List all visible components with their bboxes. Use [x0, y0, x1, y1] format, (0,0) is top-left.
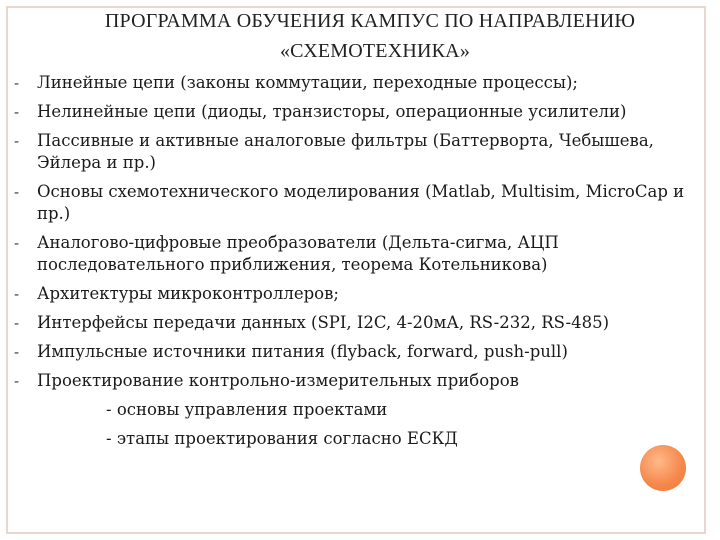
slide-title: [0, 6, 720, 66]
list-item: [0, 232, 720, 276]
bullet-dash: -: [14, 132, 20, 150]
list-item-text: Проектирование контрольно-измерительных приборов: [37, 371, 519, 390]
list-item: [0, 181, 720, 225]
list-item: [0, 283, 720, 305]
list-item: [0, 101, 720, 123]
sub-item: - этапы проектирования согласно ЕСКД: [106, 429, 458, 448]
bullet-dash: -: [14, 285, 20, 303]
list-item-text: Линейные цепи (законы коммутации, переходные процессы);: [37, 73, 578, 92]
sub-item: - основы управления проектами: [106, 400, 388, 419]
list-item-text: Аналогово-цифровые преобразователи (Дельта-сигма, АЦП последовательного приближения, теорема Котельникова): [37, 233, 559, 274]
decorative-circle: [640, 445, 686, 491]
title-line-1: ПРОГРАММА ОБУЧЕНИЯ КАМПУС ПО НАПРАВЛЕНИЮ: [104, 10, 636, 32]
bullet-dash: -: [14, 372, 20, 390]
list-item-text: Пассивные и активные аналоговые фильтры (Баттерворта, Чебышева, Эйлера и пр.): [37, 131, 654, 172]
list-item: [0, 72, 720, 94]
list-item-text: Нелинейные цепи (диоды, транзисторы, операционные усилители): [37, 102, 627, 121]
list-item: [0, 370, 720, 392]
list-item-text: Импульсные источники питания (flyback, forward, push-pull): [37, 342, 568, 361]
bullet-dash: -: [14, 234, 20, 252]
title-line-2: «СХЕМОТЕХНИКА»: [279, 40, 471, 62]
bullet-dash: -: [14, 343, 20, 361]
bullet-dash: -: [14, 183, 20, 201]
list-item-text: Основы схемотехнического моделирования (Matlab, Multisim, MicroCap и пр.): [37, 182, 685, 223]
list-item: [0, 312, 720, 334]
list-item-text: Интерфейсы передачи данных (SPI, I2C, 4-20мА, RS-232, RS-485): [37, 313, 610, 332]
bullet-dash: -: [14, 74, 20, 92]
list-item-text: Архитектуры микроконтроллеров;: [37, 284, 339, 303]
list-item: [0, 341, 720, 363]
list-item: [0, 130, 720, 174]
bullet-dash: -: [14, 103, 20, 121]
bullet-dash: -: [14, 314, 20, 332]
topic-list: [0, 72, 720, 457]
